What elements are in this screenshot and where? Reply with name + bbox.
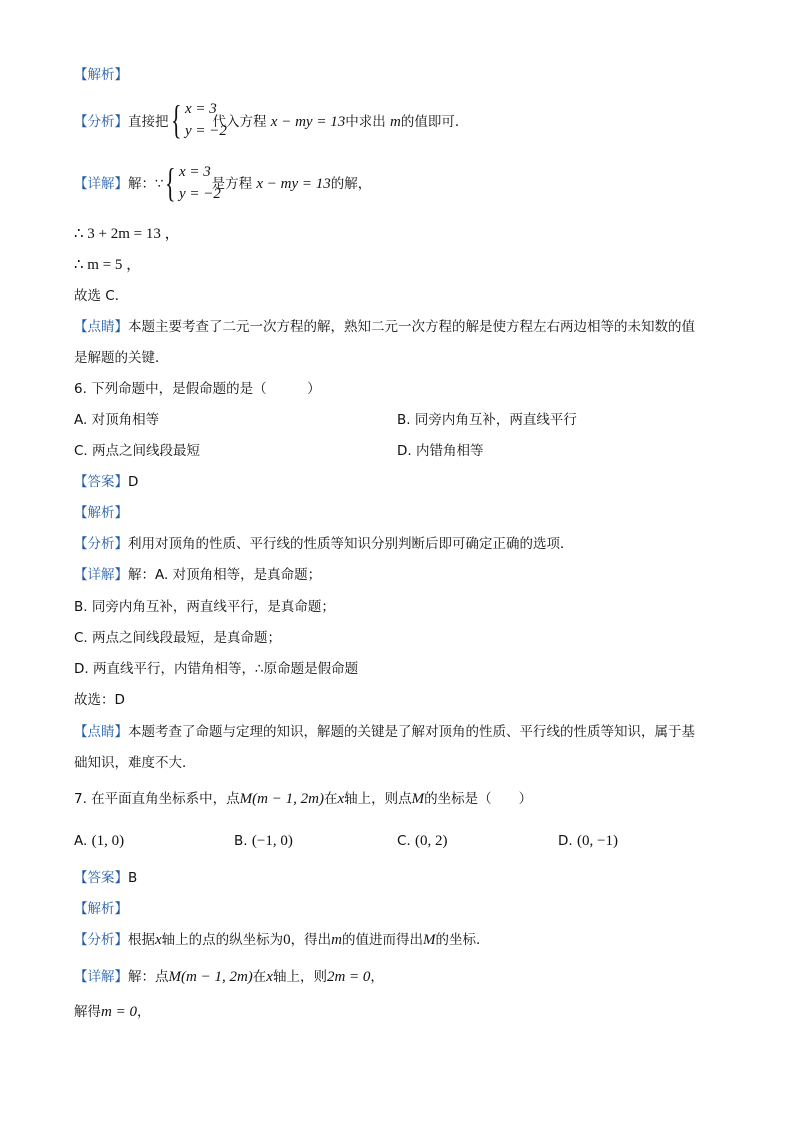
daan-tag: 【答案】 [74, 474, 128, 490]
q7-option-a-value: (1, 0) [91, 833, 125, 849]
q7-solve-line [74, 1003, 150, 1021]
xiangjie-line-q5 [74, 175, 371, 193]
fenxi-tag: 【分析】 [74, 932, 128, 948]
q6-choose-line: 故选：D [74, 692, 125, 708]
q7-fenxi-a: 根据 [128, 932, 155, 948]
q6-option-b: B. 同旁内角互补，两直线平行 [397, 412, 577, 428]
q6-fenxi-line [74, 535, 574, 553]
xiangjie-tag: 【详解】 [74, 969, 128, 985]
fenxi-text-d: 的值即可． [400, 114, 469, 130]
q7-answer: B [128, 870, 138, 886]
fenxi-line-q5 [74, 113, 468, 131]
q7-stem-d: 的坐标是（ ） [424, 791, 533, 807]
fenxi-variable: m [390, 114, 401, 130]
step-2: ∴ m = 5 ， [74, 257, 142, 273]
dianjing-line-2-q5: 是解题的关键． [74, 350, 169, 366]
fenxi-tag: 【分析】 [74, 536, 128, 552]
fenxi-text-c: 中求出 [345, 114, 386, 130]
q6-option-a: A. 对顶角相等 [74, 412, 160, 428]
q6-fenxi-text: 利用对顶角的性质、平行线的性质等知识分别判断后即可确定正确的选项． [128, 536, 574, 552]
q7-option-b [234, 832, 293, 850]
q7-stem-a: 7. 在平面直角坐标系中，点 [74, 791, 240, 807]
q6-option-d: D. 内错角相等 [397, 443, 484, 459]
q7-fenxi-x: x [155, 932, 162, 948]
jiexi-tag: 【解析】 [74, 901, 128, 917]
question-7-stem [74, 790, 532, 808]
q7-xiangjie-point: M(m − 1, 2m) [168, 969, 253, 985]
jiexi-heading-q5 [74, 66, 128, 84]
q6-line-d: D. 两直线平行，内错角相等，∴原命题是假命题 [74, 661, 359, 677]
q6-jiexi-heading [74, 504, 128, 522]
question-6-stem: 6. 下列命题中，是假命题的是（ ） [74, 381, 321, 397]
fenxi-equation: x − my = 13 [270, 114, 346, 130]
q7-fenxi-e: 的坐标． [435, 932, 490, 948]
q7-solve-b: ， [136, 1004, 151, 1020]
system-row-2: y = −2 [179, 186, 221, 202]
daan-tag: 【答案】 [74, 870, 128, 886]
q7-fenxi-d: 的值进而得出 [342, 932, 424, 948]
dianjing-line-1-q5 [74, 318, 695, 336]
q7-xiangjie-c: 轴上，则 [272, 969, 327, 985]
q7-option-a-label: A. [74, 833, 88, 849]
q7-option-c-label: C. [397, 833, 411, 849]
q6-xiangjie-line [74, 566, 321, 584]
q7-fenxi-b: 轴上的点的纵坐标为 [161, 932, 284, 948]
system-brace: { [171, 97, 182, 142]
system-row-1: x = 3 [185, 101, 217, 117]
q6-xiangjie-text: 解：A. 对顶角相等，是真命题； [128, 567, 322, 583]
q7-stem-b: 在 [323, 791, 338, 807]
xiangjie-equation: x − my = 13 [256, 176, 331, 192]
q7-option-d [558, 832, 618, 850]
q7-option-d-label: D. [558, 833, 573, 849]
dianjing-tag: 【点睛】 [74, 724, 128, 740]
xiangjie-text-c: 的解， [330, 176, 372, 192]
q7-stem-m: M [411, 791, 425, 807]
q6-answer: D [128, 474, 139, 490]
step-1: ∴ 3 + 2m = 13 ， [74, 226, 180, 242]
q7-option-b-label: B. [234, 833, 248, 849]
q6-line-b: B. 同旁内角互补，两直线平行，是真命题； [74, 599, 335, 615]
q7-xiangjie-b: 在 [252, 969, 267, 985]
q7-xiangjie-x: x [266, 969, 273, 985]
q7-option-a [74, 832, 124, 850]
q7-xiangjie-line [74, 968, 384, 986]
system-brace: { [165, 160, 176, 205]
q7-solve-eq: m = 0 [101, 1004, 137, 1020]
choose-line-q5: 故选 C． [74, 288, 129, 304]
q7-option-c-value: (0, 2) [415, 833, 448, 849]
fenxi-text-b: 代入方程 [212, 114, 267, 130]
q7-xiangjie-eq: 2m = 0 [326, 969, 371, 985]
q7-fenxi-c: ，得出 [290, 932, 332, 948]
dianjing-text-1: 本题主要考查了二元一次方程的解，熟知二元一次方程的解是使方程左右两边相等的未知数的值 [128, 319, 695, 335]
jiexi-tag: 【解析】 [74, 67, 128, 83]
q6-dianjing-line-1 [74, 723, 695, 741]
q7-solve-a: 解得 [74, 1004, 101, 1020]
fenxi-tag: 【分析】 [74, 114, 128, 130]
q7-xiangjie-d: ， [370, 969, 384, 985]
q6-line-c: C. 两点之间线段最短，是真命题； [74, 630, 282, 646]
fenxi-text-a: 直接把 [128, 114, 169, 130]
q7-jiexi-heading [74, 900, 128, 918]
q7-fenxi-line [74, 931, 490, 949]
dianjing-tag: 【点睛】 [74, 319, 128, 335]
q7-fenxi-m: m [331, 932, 343, 948]
q7-stem-x: x [337, 791, 345, 807]
xiangjie-tag: 【详解】 [74, 567, 128, 583]
q6-answer-line [74, 473, 138, 491]
q7-option-c [397, 832, 448, 850]
system-row-2: y = −2 [185, 123, 227, 139]
jiexi-tag: 【解析】 [74, 505, 128, 521]
q6-dianjing-line-2: 础知识，难度不大． [74, 755, 196, 771]
q7-fenxi-zero: 0 [283, 932, 291, 948]
q7-fenxi-M: M [423, 932, 436, 948]
xiangjie-text-a: 解：∵ [128, 176, 164, 192]
q7-stem-c: 轴上，则点 [344, 791, 412, 807]
xiangjie-tag: 【详解】 [74, 176, 128, 192]
q7-answer-line [74, 869, 137, 887]
q7-option-d-value: (0, −1) [576, 833, 618, 849]
q6-dianjing-text-1: 本题考查了命题与定理的知识，解题的关键是了解对顶角的性质、平行线的性质等知识，属于基 [128, 724, 695, 740]
q6-option-c: C. 两点之间线段最短 [74, 443, 201, 459]
q7-stem-point: M(m − 1, 2m) [239, 791, 324, 807]
q7-option-b-value: (−1, 0) [251, 833, 293, 849]
q7-xiangjie-a: 解：点 [128, 969, 169, 985]
system-row-1: x = 3 [179, 164, 211, 180]
xiangjie-text-b: 是方程 [211, 176, 253, 192]
